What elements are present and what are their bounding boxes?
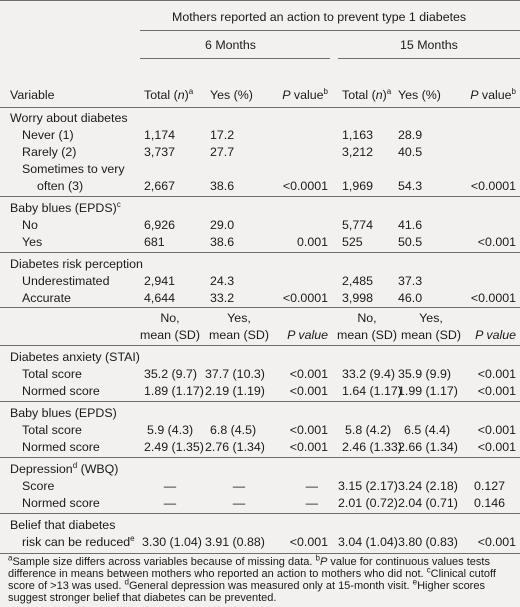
row-label: risk can be reduced$^e$ (22, 533, 135, 549)
table-bottom-rule (0, 553, 520, 554)
cell-total-6: 4,644 (144, 291, 176, 305)
cell-p-6: <0.001 (289, 384, 328, 398)
subheader-yes-6: Yes, (227, 311, 251, 325)
spanner-heading: Mothers reported an action to prevent type 1 diabetes (172, 10, 467, 24)
cell-p-15: <0.001 (477, 440, 516, 454)
cell-yes-15: 37.3 (398, 274, 423, 288)
cell-yes-15: 40.5 (398, 145, 423, 159)
cell-yes-6: 38.6 (210, 179, 235, 193)
cell-p-6: <0.0001 (282, 179, 328, 193)
row-label: Yes (22, 235, 43, 249)
column-header-p-15: P value$^b$ (470, 86, 516, 102)
cell-yes-6: 38.6 (210, 235, 235, 249)
cell-no-6: 35.2 (9.7) (144, 367, 198, 381)
subheader-yes-15: Yes, (419, 311, 443, 325)
table-row (0, 495, 520, 515)
row-label: Accurate (22, 291, 71, 305)
section-title-risk: Diabetes risk perception (10, 257, 143, 271)
cell-total-15: 525 (342, 235, 363, 249)
cell-yes-15: 46.0 (398, 291, 423, 305)
row-label: Never (1) (22, 128, 74, 142)
cell-no-15: 2.46 (1.33) (342, 440, 402, 454)
row-label: Rarely (2) (22, 145, 77, 159)
cell-no-6: 1.89 (1.17) (144, 384, 204, 398)
column-header-total-6: Total $(n)^a$ (144, 86, 194, 102)
subheader-row (0, 327, 520, 347)
cell-total-15: 1,163 (342, 128, 374, 142)
row-label: Total score (22, 423, 82, 437)
cell-total-6: 2,941 (144, 274, 176, 288)
group-rule-15 (338, 58, 520, 59)
section-rule (0, 196, 520, 197)
group-heading-15-months: 15 Months (400, 38, 458, 52)
cell-p-15: <0.001 (477, 367, 516, 381)
cell-yes-6: 24.3 (210, 274, 235, 288)
subheader-no-6: No, (160, 311, 180, 325)
cell-no-6: 5.9 (4.3) (147, 423, 194, 437)
section-title-anxiety: Diabetes anxiety (STAI) (10, 350, 140, 364)
cell-yes-6: 2.19 (1.19) (205, 384, 265, 398)
cell-p-6: — (305, 496, 318, 510)
footnote-c: Clinical cutoff score of >13 was used. (8, 568, 496, 592)
section-title-belief: Belief that diabetes (10, 518, 116, 532)
cell-p-6: — (305, 479, 318, 493)
cell-total-6: 6,926 (144, 218, 176, 232)
footnote-d: General depression was measured only at 15-month visit. (128, 580, 410, 592)
table-row (0, 534, 520, 554)
cell-yes-15: 1.99 (1.17) (398, 384, 458, 398)
footnote-e: Higher scores suggest stronger belief that diabetes can be prevented. (8, 580, 485, 604)
table-row (0, 439, 520, 459)
cell-p-15: 0.146 (474, 496, 506, 510)
group-heading-row (0, 37, 520, 57)
cell-p-6: 0.001 (296, 235, 328, 249)
cell-total-15: 1,969 (342, 179, 374, 193)
cell-yes-15: 54.3 (398, 179, 423, 193)
cell-yes-15: 28.9 (398, 128, 423, 142)
row-label: Underestimated (22, 274, 110, 288)
cell-yes-6: 6.8 (4.5) (210, 423, 257, 437)
cell-yes-15: 41.6 (398, 218, 423, 232)
cell-yes-6: 29.0 (210, 218, 235, 232)
cell-yes-15: 2.04 (0.71) (398, 496, 458, 510)
spanner-row (0, 9, 520, 29)
cell-yes-6: 27.7 (210, 145, 235, 159)
cell-no-6: — (163, 479, 177, 493)
cell-yes-15: 50.5 (398, 235, 423, 249)
subheader-top-rule (0, 307, 520, 308)
cell-no-15: 3.04 (1.04) (338, 535, 398, 549)
cell-p-15: <0.001 (477, 235, 516, 249)
cell-total-6: 2,667 (144, 179, 176, 193)
subheader-mean-no-15: mean (SD) (337, 328, 397, 342)
cell-yes-6: 33.2 (210, 291, 235, 305)
row-label: Normed score (22, 440, 100, 454)
cell-p-6: <0.001 (289, 367, 328, 381)
cell-p-15: <0.0001 (470, 179, 516, 193)
section-rule (0, 401, 520, 402)
column-header-p-6: P value$^b$ (282, 86, 328, 102)
cell-no-15: 3.15 (2.17) (338, 479, 398, 493)
cell-yes-6: — (232, 479, 246, 493)
section-title-baby-blues-scores: Baby blues (EPDS) (10, 406, 117, 420)
cell-total-15: 3,998 (342, 291, 374, 305)
cell-yes-6: 17.2 (210, 128, 235, 142)
section-rule (0, 457, 520, 458)
cell-no-15: 5.8 (4.2) (345, 423, 392, 437)
row-label-line1: Sometimes to very (22, 162, 125, 176)
cell-p-15: 0.127 (474, 479, 506, 493)
cell-p-15: <0.001 (477, 384, 516, 398)
cell-yes-6: 2.76 (1.34) (205, 440, 265, 454)
cell-yes-6: — (232, 496, 246, 510)
cell-no-6: 3.30 (1.04) (142, 535, 202, 549)
cell-yes-6: 3.91 (0.88) (205, 535, 265, 549)
cell-yes-15: 6.5 (4.4) (404, 423, 451, 437)
cell-yes-15: 3.24 (2.18) (398, 479, 458, 493)
cell-no-15: 1.64 (1.17) (342, 384, 402, 398)
subheader-mean-no-6: mean (SD) (140, 328, 200, 342)
cell-yes-15: 2.66 (1.34) (398, 440, 458, 454)
table-row (0, 383, 520, 403)
cell-total-15: 3,212 (342, 145, 374, 159)
section-title-worry: Worry about diabetes (10, 111, 128, 125)
row-label: No (22, 218, 38, 232)
column-header-total-15: Total $(n)^a$ (342, 86, 392, 102)
cell-total-15: 5,774 (342, 218, 374, 232)
cell-total-6: 681 (144, 235, 165, 249)
cell-yes-15: 3.80 (0.83) (398, 535, 458, 549)
footnote-b: value for continuous values tests difference in means between mothers who reported an action to mothers who did not. (8, 556, 490, 580)
row-label: often (3) (37, 179, 84, 193)
spanner-rule (140, 30, 520, 31)
subheader-mean-yes-6: mean (SD) (209, 328, 269, 342)
footnote-a: Sample size differs across variables because of missing data. (12, 556, 313, 568)
cell-p-6: <0.001 (289, 440, 328, 454)
group-heading-6-months: 6 Months (205, 38, 256, 52)
footnote-b-italic: P (319, 556, 328, 568)
cell-no-15: 33.2 (9.4) (342, 367, 396, 381)
row-label: Score (22, 479, 55, 493)
subheader-no-15: No, (357, 311, 377, 325)
table-top-rule (0, 0, 520, 1)
section-rule (0, 252, 520, 253)
column-header-variable: Variable (10, 88, 55, 102)
subheader-mean-yes-15: mean (SD) (401, 328, 461, 342)
column-header-yes-6: Yes (%) (210, 88, 253, 102)
cell-p-15: <0.001 (477, 423, 516, 437)
cell-p-6: <0.001 (289, 535, 328, 549)
subheader-rule (0, 345, 520, 346)
column-header-yes-15: Yes (%) (398, 88, 441, 102)
column-header-row (0, 87, 520, 107)
table-footnotes: $^a$Sample size differs across variables because of missing data. $^b$P value for continuous values tests difference in means between mothers who reported an action to mothers who did not. $^c$Clinical cutoff score of >13 was used. $^d$General depression was measured only at 15-month visit. $^e$Higher scores suggest stronger belief that diabetes can be prevented. (8, 553, 496, 604)
section-rule (0, 513, 520, 514)
cell-p-15: <0.0001 (470, 291, 516, 305)
subheader-p-6: P value (287, 328, 328, 342)
cell-p-6: <0.0001 (282, 291, 328, 305)
group-rule-6 (140, 58, 330, 59)
row-label: Normed score (22, 496, 100, 510)
row-label: Normed score (22, 384, 100, 398)
subheader-p-15: P value (475, 328, 516, 342)
cell-p-6: <0.001 (289, 423, 328, 437)
cell-p-15: <0.001 (477, 535, 516, 549)
cell-total-6: 3,737 (144, 145, 176, 159)
row-label: Total score (22, 367, 82, 381)
cell-total-6: 1,174 (144, 128, 176, 142)
cell-no-15: 2.01 (0.72) (338, 496, 398, 510)
header-rule (0, 107, 520, 108)
section-title-baby-blues: Baby blues (EPDS)$^c$ (10, 199, 121, 215)
cell-total-15: 2,485 (342, 274, 374, 288)
cell-yes-6: 37.7 (10.3) (205, 367, 265, 381)
cell-yes-15: 35.9 (9.9) (398, 367, 452, 381)
cell-no-6: — (163, 496, 177, 510)
section-title-depression: Depression$^d$ (WBQ) (10, 460, 119, 476)
table-row (0, 178, 520, 198)
cell-no-6: 2.49 (1.35) (144, 440, 204, 454)
table-row (0, 234, 520, 254)
